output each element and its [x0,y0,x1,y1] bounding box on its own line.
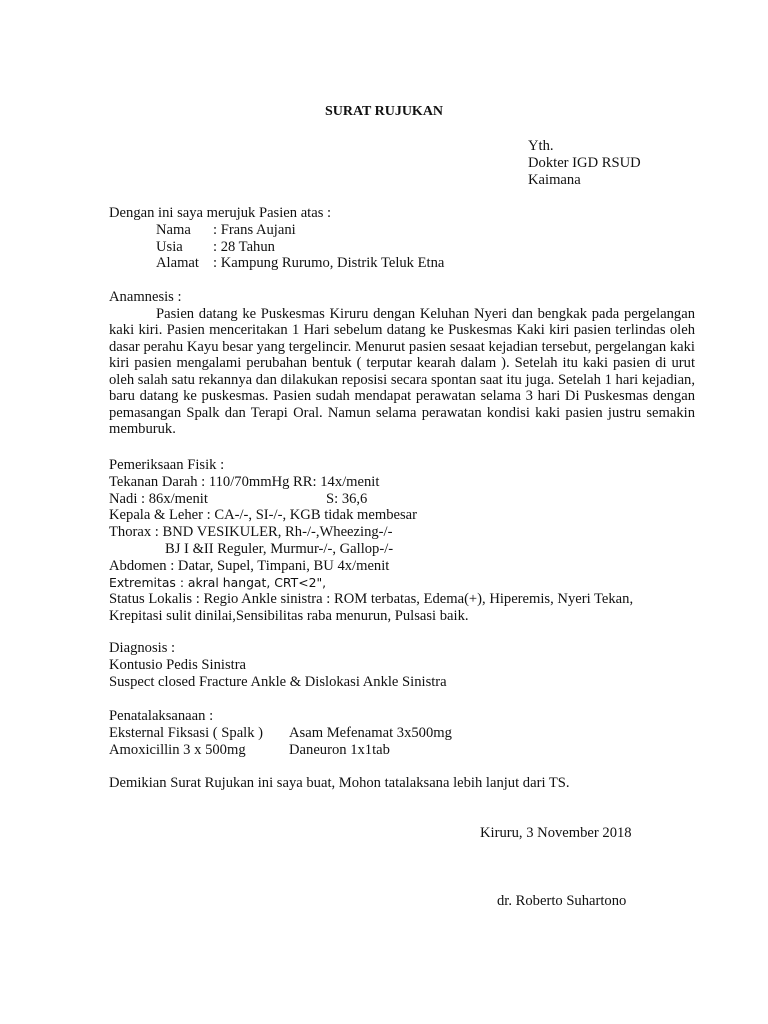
physical-exam-section [109,457,695,625]
treatment-heading: Penatalaksanaan : [109,708,214,724]
treatment-item: Asam Mefenamat 3x500mg [289,724,452,741]
patient-block [109,205,695,272]
recipient-block [528,138,641,189]
anamnesis-section [109,289,695,438]
signatory-name: dr. Roberto Suhartono [497,893,627,909]
local-status-line-2: Krepitasi sulit dinilai,Sensibilitas raba menurun, Pulsasi baik. [109,608,469,625]
diagnosis-heading: Diagnosis : [109,640,176,656]
exam-heading: Pemeriksaan Fisik : [109,457,225,473]
diagnosis-section [109,640,695,690]
blood-pressure-line: Tekanan Darah : 110/70mmHg RR: 14x/menit [109,473,380,490]
recipient-line: Kaimana [528,172,581,188]
patient-name-row [109,222,695,239]
extremities-line: Extremitas : akral hangat, CRT<2", [109,574,327,590]
recipient-line: Dokter IGD RSUD [528,155,641,171]
address-value: : Kampung Rurumo, Distrik Teluk Etna [213,255,445,272]
age-value: : 28 Tahun [213,238,275,255]
heart-line: BJ I &II Reguler, Murmur-/-, Gallop-/- [165,540,394,557]
treatment-item: Daneuron 1x1tab [289,741,390,758]
name-value: : Frans Aujani [213,221,296,238]
treatment-row [109,725,695,742]
treatment-item: Eksternal Fiksasi ( Spalk ) [109,724,264,741]
anamnesis-text: Pasien datang ke Puskesmas Kiruru dengan Keluhan Nyeri dan bengkak pada pergelangan kaki kiri. Pasien menceritakan 1 Hari sebelum datang ke Puskesmas Kaki kiri pasien terlindas oleh dasar perahu Kayu besar yang tergelincir. Menurut pasien sesaat kejadian tersebut, pergelangan kaki kiri pasien mengalami perubahan bentuk ( terputar kearah dalam ). Setelah itu kaki pasien di urut oleh salah satu rekannya dan dilakukan reposisi secara spontan saat itu juga. Setelah 1 hari kejadian, baru datang ke puskesmas. Pasien sudah mendapat perawatan selama 3 hari Di Puskesmas dengan pemasangan Spalk dan Terapi Oral. Namun selama perawatan kondisi kaki pasien justru semakin memburuk. [109,305,695,438]
abdomen-line: Abdomen : Datar, Supel, Timpani, BU 4x/menit [109,557,390,574]
place-date: Kiruru, 3 November 2018 [480,825,632,841]
name-label: Nama [156,221,191,238]
treatment-section [109,708,695,758]
address-label: Alamat [156,255,199,272]
closing-text: Demikian Surat Rujukan ini saya buat, Mohon tatalaksana lebih lanjut dari TS. [109,775,570,791]
temperature-value: S: 36,6 [326,490,368,507]
thorax-line: Thorax : BND VESIKULER, Rh-/-,Wheezing-/- [109,524,393,541]
anamnesis-heading: Anamnesis : [109,289,182,305]
pulse-temp-row [109,491,695,508]
local-status-line: Status Lokalis : Regio Ankle sinistra : ROM terbatas, Edema(+), Hiperemis, Nyeri Tekan, [109,591,634,608]
letter-title: SURAT RUJUKAN [324,104,444,119]
pulse-value: Nadi : 86x/menit [109,490,208,507]
patient-age-row [109,239,695,256]
age-label: Usia [156,238,183,255]
intro-text: Dengan ini saya merujuk Pasien atas : [109,205,332,221]
patient-address-row [109,255,695,272]
treatment-row [109,742,695,759]
recipient-line: Yth. [528,138,554,154]
treatment-item: Amoxicillin 3 x 500mg [109,741,246,758]
head-neck-line: Kepala & Leher : CA-/-, SI-/-, KGB tidak membesar [109,507,418,524]
diagnosis-item: Kontusio Pedis Sinistra [109,656,247,673]
diagnosis-item: Suspect closed Fracture Ankle & Dislokasi Ankle Sinistra [109,673,447,690]
